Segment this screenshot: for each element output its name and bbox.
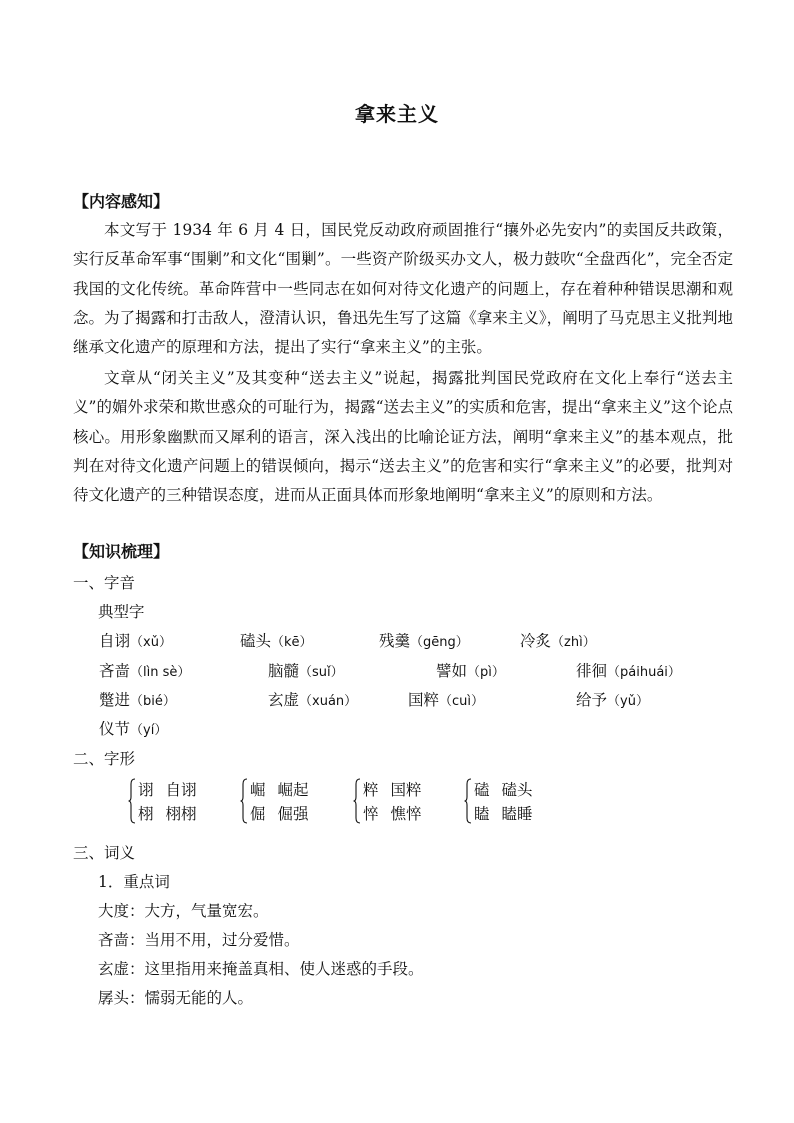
section-heading-content: 【内容感知】 bbox=[73, 192, 170, 211]
pronunciation-entry: 仪节（yí） bbox=[99, 720, 168, 738]
glyph-row: 瞌 瞌睡 bbox=[474, 805, 533, 823]
pronunciation-entry: 玄虚（xuán） bbox=[268, 691, 358, 709]
glyph-row: 崛 崛起 bbox=[250, 781, 309, 799]
meaning-item: 大度：大方，气量宽宏。 bbox=[98, 902, 269, 920]
content-paragraph-1: 本文写于 1934 年 6 月 4 日，国民党反动政府顽固推行“攘外必先安内”的卖国反共政策，实行反革命军事“围剿”和文化“围剿”。一些资产阶级买办文人，极力鼓吹“全盘西化”，完全否定我国的文化传统。革命阵营中一些同志在如何对待文化遗产的问题上，存在着种种错误思潮和观念。为了揭露和打击敌人，澄清认识，鲁迅先生写了这篇《拿来主义》，阐明了马克思主义批判地继承文化遗产的原理和方法，提出了实行“拿来主义”的主张。 bbox=[73, 221, 733, 357]
pronunciation-entry: 国粹（cuì） bbox=[408, 691, 485, 709]
meaning-item: 孱头：懦弱无能的人。 bbox=[98, 989, 254, 1007]
brace-icon bbox=[464, 778, 472, 824]
content-paragraph-2: 文章从“闭关主义”及其变种“送去主义”说起，揭露批判国民党政府在文化上奉行“送去主义”的媚外求荣和欺世惑众的可耻行为，揭露“送去主义”的实质和危害，提出“拿来主义”这个论点核心。用形象幽默而又犀利的语言，深入浅出的比喻论证方法，阐明“拿来主义”的基本观点，批判在对待文化遗产问题上的错误倾向，揭示“送去主义”的危害和实行“拿来主义”的必要，批判对待文化遗产的三种错误态度，进而从正面具体而形象地阐明“拿来主义”的原则和方法。 bbox=[73, 369, 733, 505]
meaning-item: 吝啬：当用不用，过分爱惜。 bbox=[98, 931, 300, 949]
meaning-item: 玄虚：这里指用来掩盖真相、使人迷惑的手段。 bbox=[98, 960, 424, 978]
pronunciation-entry: 吝啬（lìn sè） bbox=[99, 662, 191, 680]
brace-icon bbox=[128, 778, 136, 824]
glyph-row: 栩 栩栩 bbox=[138, 805, 197, 823]
pronunciation-entry: 给予（yǔ） bbox=[576, 691, 649, 709]
brace-icon bbox=[240, 778, 248, 824]
section-heading-knowledge: 【知识梳理】 bbox=[73, 542, 170, 561]
pronunciation-entry: 譬如（pì） bbox=[436, 662, 505, 680]
glyphs-heading: 二、字形 bbox=[73, 750, 136, 768]
meanings-heading: 三、词义 bbox=[73, 844, 136, 862]
brace-icon bbox=[353, 778, 361, 824]
pronunciation-entry: 蹩进（bié） bbox=[99, 691, 176, 709]
pronunciation-entry: 徘徊（páihuái） bbox=[576, 662, 681, 680]
glyph-row: 磕 磕头 bbox=[474, 781, 533, 799]
pronunciation-entry: 脑髓（suǐ） bbox=[268, 662, 344, 680]
glyph-row: 粹 国粹 bbox=[363, 781, 422, 799]
meanings-subheading: 1．重点词 bbox=[98, 873, 170, 891]
pronunciation-entry: 磕头（kē） bbox=[240, 632, 313, 650]
pronunciation-heading: 一、字音 bbox=[73, 574, 136, 592]
glyph-row: 诩 自诩 bbox=[138, 781, 197, 799]
pronunciation-entry: 残羹（gēng） bbox=[379, 632, 469, 650]
glyph-row: 倔 倔强 bbox=[250, 805, 309, 823]
pronunciation-entry: 自诩（xǔ） bbox=[99, 632, 172, 650]
page-title: 拿来主义 bbox=[355, 102, 439, 126]
glyph-row: 悴 憔悴 bbox=[363, 805, 422, 823]
pronunciation-entry: 冷炙（zhì） bbox=[520, 632, 596, 650]
pronunciation-subheading: 典型字 bbox=[98, 603, 145, 621]
